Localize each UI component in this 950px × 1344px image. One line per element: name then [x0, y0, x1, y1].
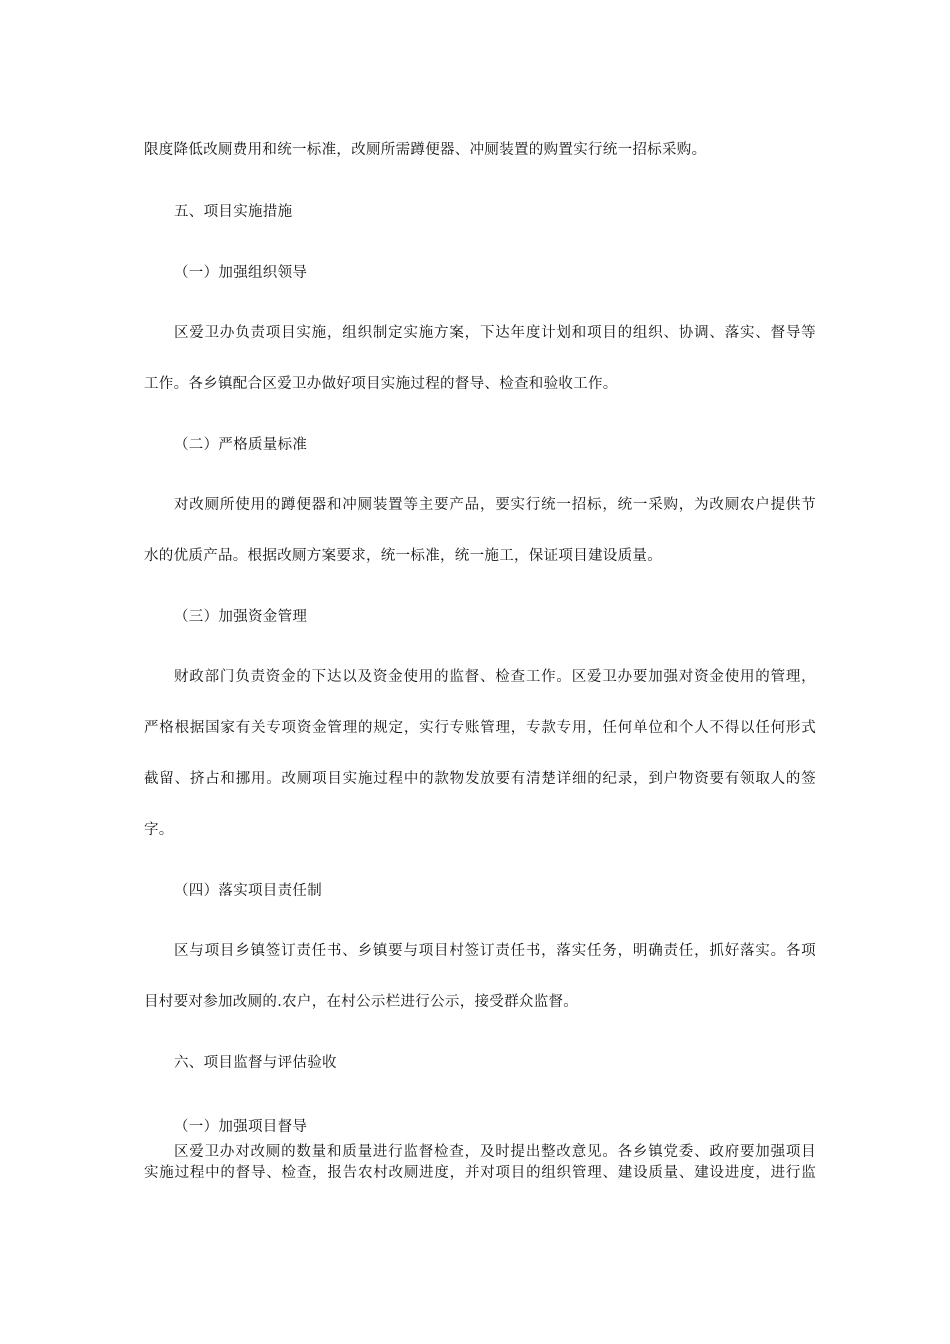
paragraph-line: 严格根据国家有关专项资金管理的规定，实行专账管理，专款专用，任何单位和个人不得以任何形式: [144, 720, 816, 736]
paragraph-line: 字。: [144, 822, 174, 838]
paragraph-line: 截留、挤占和挪用。改厕项目实施过程中的款物发放要有清楚详细的纪录，到户物资要有领取人的签: [144, 771, 816, 787]
paragraph-line: 财政部门负责资金的下达以及资金使用的监督、检查工作。区爱卫办要加强对资金使用的管理，: [174, 669, 816, 685]
paragraph-line: 目村要对参加改厕的.农户，在村公示栏进行公示，接受群众监督。: [144, 994, 579, 1010]
paragraph-line: 水的优质产品。根据改厕方案要求，统一标准，统一施工，保证项目建设质量。: [144, 548, 662, 564]
paragraph-line: 区与项目乡镇签订责任书、乡镇要与项目村签订责任书，落实任务，明确责任，抓好落实。各项: [174, 943, 816, 959]
subsection-heading: （四）落实项目责任制: [174, 883, 322, 899]
paragraph-line: 工作。各乡镇配合区爱卫办做好项目实施过程的督导、检查和验收工作。: [144, 376, 618, 392]
paragraph-line: 实施过程中的督导、检查，报告农村改厕进度，并对项目的组织管理、建设质量、建设进度，进行监: [144, 1165, 816, 1181]
paragraph-line: 区爱卫办对改厕的数量和质量进行监督检查，及时提出整改意见。各乡镇党委、政府要加强项目: [174, 1144, 816, 1160]
subsection-heading: （一）加强组织领导: [174, 265, 308, 281]
section-heading: 六、项目监督与评估验收: [174, 1055, 337, 1071]
subsection-heading: （一）加强项目督导: [174, 1119, 308, 1135]
subsection-heading: （三）加强资金管理: [174, 609, 308, 625]
section-heading: 五、项目实施措施: [174, 204, 293, 220]
paragraph-line: 区爱卫办负责项目实施，组织制定实施方案，下达年度计划和项目的组织、协调、落实、督导等: [174, 325, 816, 341]
paragraph-line: 对改厕所使用的蹲便器和冲厕装置等主要产品，要实行统一招标，统一采购，为改厕农户提供节: [174, 497, 816, 513]
subsection-heading: （二）严格质量标准: [174, 437, 308, 453]
paragraph-line: 限度降低改厕费用和统一标准，改厕所需蹲便器、冲厕装置的购置实行统一招标采购。: [144, 142, 707, 158]
